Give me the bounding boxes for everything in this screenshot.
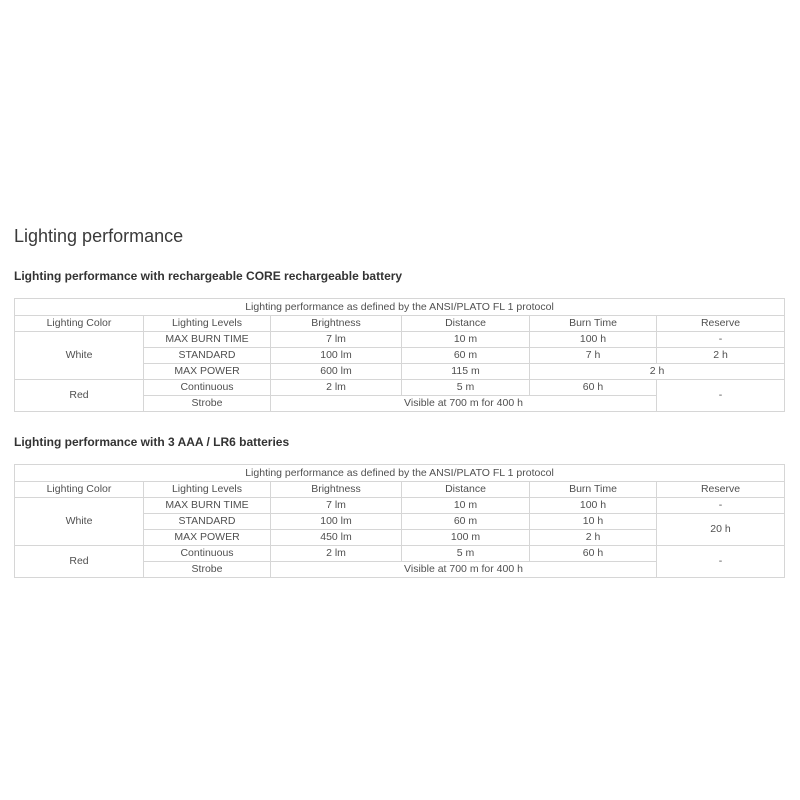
reserve-cell: 20 h	[657, 514, 785, 546]
page-title: Lighting performance	[14, 226, 184, 246]
brightness-cell: 100 lm	[271, 348, 402, 364]
header-brightness: Brightness	[271, 316, 402, 332]
distance-cell: 60 m	[402, 348, 530, 364]
header-lighting-color: Lighting Color	[15, 482, 144, 498]
level-cell: STANDARD	[144, 348, 271, 364]
performance-table-core-battery	[14, 298, 785, 412]
reserve-cell: 2 h	[657, 348, 785, 364]
burn-time-cell: 10 h	[530, 514, 657, 530]
brightness-cell: 100 lm	[271, 514, 402, 530]
header-distance: Distance	[402, 482, 530, 498]
brightness-cell: 600 lm	[271, 364, 402, 380]
protocol-row	[15, 465, 785, 482]
distance-cell: 5 m	[402, 546, 530, 562]
performance-table-aaa-batteries	[14, 464, 785, 578]
distance-cell: 60 m	[402, 514, 530, 530]
header-lighting-levels: Lighting Levels	[144, 482, 271, 498]
strobe-visibility-cell: Visible at 700 m for 400 h	[271, 396, 657, 412]
header-reserve: Reserve	[657, 316, 785, 332]
header-burn-time: Burn Time	[530, 482, 657, 498]
color-white: White	[15, 332, 144, 380]
brightness-cell: 450 lm	[271, 530, 402, 546]
burn-time-cell: 100 h	[530, 498, 657, 514]
header-lighting-levels: Lighting Levels	[144, 316, 271, 332]
burn-time-cell: 100 h	[530, 332, 657, 348]
protocol-caption: Lighting performance as defined by the ANSI/PLATO FL 1 protocol	[15, 465, 785, 482]
burn-time-cell: 7 h	[530, 348, 657, 364]
section-title-core-battery: Lighting performance with rechargeable CORE rechargeable battery	[14, 269, 403, 283]
level-cell: MAX POWER	[144, 364, 271, 380]
distance-cell: 10 m	[402, 332, 530, 348]
header-distance: Distance	[402, 316, 530, 332]
distance-cell: 100 m	[402, 530, 530, 546]
header-row	[15, 482, 785, 498]
table-row	[15, 498, 785, 514]
reserve-cell: -	[657, 332, 785, 348]
distance-cell: 10 m	[402, 498, 530, 514]
level-cell: Strobe	[144, 562, 271, 578]
level-cell: Strobe	[144, 396, 271, 412]
header-burn-time: Burn Time	[530, 316, 657, 332]
table-row	[15, 332, 785, 348]
protocol-caption: Lighting performance as defined by the ANSI/PLATO FL 1 protocol	[15, 299, 785, 316]
level-cell: Continuous	[144, 380, 271, 396]
color-red: Red	[15, 380, 144, 412]
level-cell: STANDARD	[144, 514, 271, 530]
brightness-cell: 7 lm	[271, 498, 402, 514]
brightness-cell: 2 lm	[271, 380, 402, 396]
distance-cell: 5 m	[402, 380, 530, 396]
section-title-aaa-batteries: Lighting performance with 3 AAA / LR6 batteries	[14, 435, 290, 449]
level-cell: MAX POWER	[144, 530, 271, 546]
strobe-visibility-cell: Visible at 700 m for 400 h	[271, 562, 657, 578]
header-reserve: Reserve	[657, 482, 785, 498]
header-brightness: Brightness	[271, 482, 402, 498]
reserve-cell: -	[657, 380, 785, 412]
burn-time-cell: 2 h	[530, 530, 657, 546]
header-lighting-color: Lighting Color	[15, 316, 144, 332]
header-row	[15, 316, 785, 332]
brightness-cell: 7 lm	[271, 332, 402, 348]
protocol-row	[15, 299, 785, 316]
reserve-cell: -	[657, 498, 785, 514]
table-row	[15, 546, 785, 562]
burn-reserve-cell: 2 h	[530, 364, 785, 380]
level-cell: MAX BURN TIME	[144, 498, 271, 514]
table-row	[15, 380, 785, 396]
reserve-cell: -	[657, 546, 785, 578]
burn-time-cell: 60 h	[530, 546, 657, 562]
color-red: Red	[15, 546, 144, 578]
distance-cell: 115 m	[402, 364, 530, 380]
brightness-cell: 2 lm	[271, 546, 402, 562]
burn-time-cell: 60 h	[530, 380, 657, 396]
level-cell: MAX BURN TIME	[144, 332, 271, 348]
color-white: White	[15, 498, 144, 546]
level-cell: Continuous	[144, 546, 271, 562]
